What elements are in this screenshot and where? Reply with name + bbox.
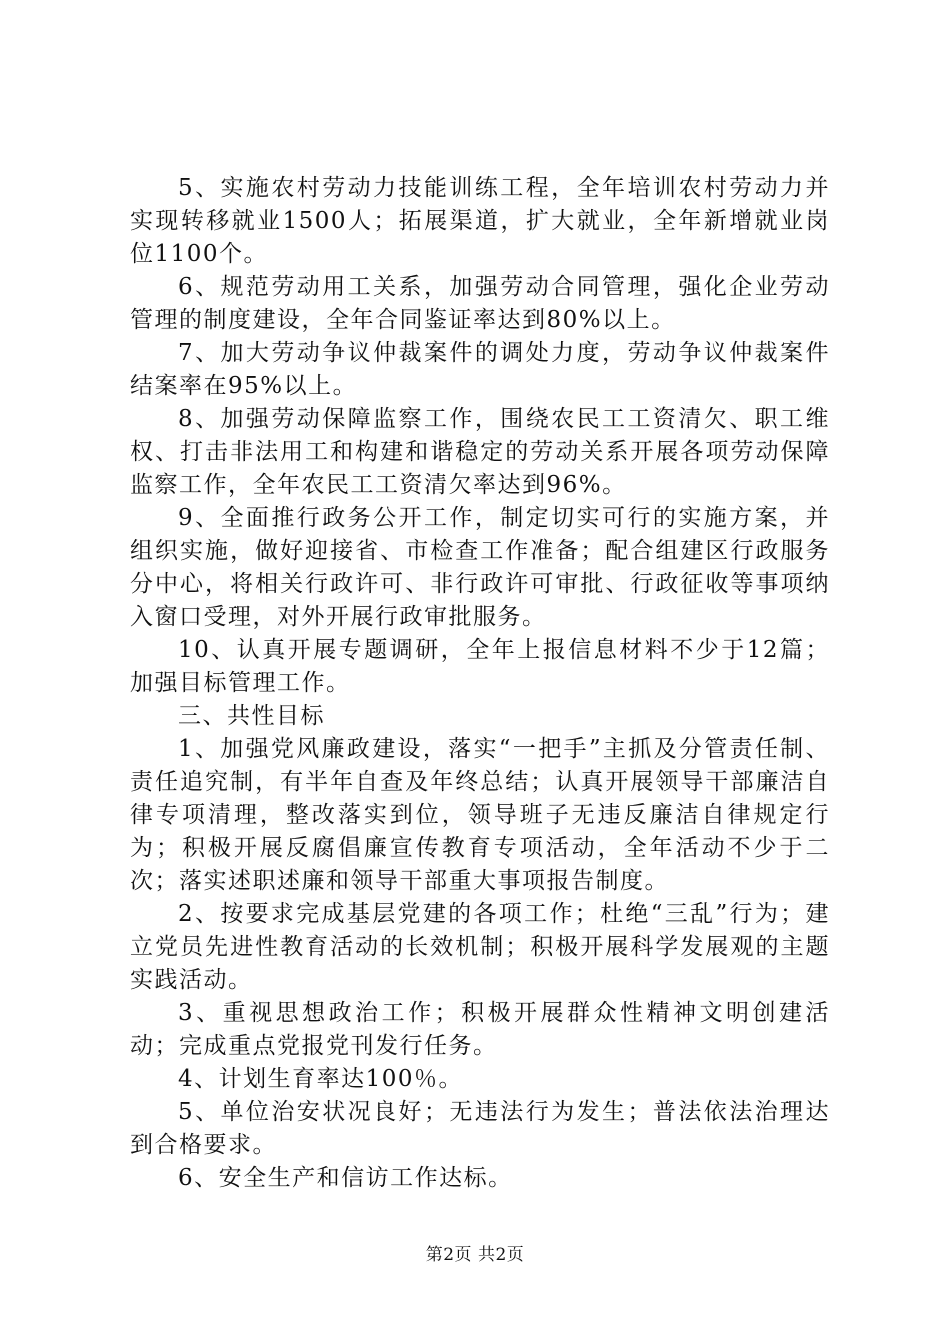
goal-item-4: 4、计划生育率达100％。 [178, 1066, 464, 1092]
goal-item-2: 2、按要求完成基层党建的各项工作；杜绝“三乱”行为；建立党员先进性教育活动的长效机制；积极开展科学发展观的主题实践活动。 [130, 901, 830, 993]
goal-item-5: 5、单位治安状况良好；无违法行为发生；普法依法治理达到合格要求。 [130, 1099, 830, 1158]
goal-item-1: 1、加强党风廉政建设，落实“一把手”主抓及分管责任制、责任追究制，有半年自查及年终总结；认真开展领导干部廉洁自律专项清理，整改落实到位，领导班子无违反廉洁自律规定行为；积极开展反腐倡廉宣传教育专项活动，全年活动不少于二次；落实述职述廉和领导干部重大事项报告制度。 [130, 736, 830, 894]
paragraph-item-7: 7、加大劳动争议仲裁案件的调处力度，劳动争议仲裁案件结案率在95%以上。 [130, 340, 830, 399]
page-footer: 第2页 共2页 [425, 1245, 525, 1265]
paragraph-item-10: 10、认真开展专题调研，全年上报信息材料不少于12篇；加强目标管理工作。 [130, 637, 830, 696]
goal-item-3: 3、重视思想政治工作；积极开展群众性精神文明创建活动；完成重点党报党刊发行任务。 [130, 1000, 830, 1059]
section-heading: 三、共性目标 [178, 703, 325, 729]
goal-item-6: 6、安全生产和信访工作达标。 [178, 1165, 513, 1191]
paragraph-item-6: 6、规范劳动用工关系，加强劳动合同管理，强化企业劳动管理的制度建设，全年合同鉴证率达到80%以上。 [130, 274, 830, 333]
paragraph-item-8: 8、加强劳动保障监察工作，围绕农民工工资清欠、职工维权、打击非法用工和构建和谐稳定的劳动关系开展各项劳动保障监察工作，全年农民工工资清欠率达到96%。 [130, 406, 830, 498]
paragraph-item-5: 5、实施农村劳动力技能训练工程，全年培训农村劳动力并实现转移就业1500人；拓展渠道，扩大就业，全年新增就业岗位1100个。 [130, 175, 830, 267]
document-body [130, 172, 830, 1195]
paragraph-item-9: 9、全面推行政务公开工作，制定切实可行的实施方案，并组织实施，做好迎接省、市检查工作准备；配合组建区行政服务分中心，将相关行政许可、非行政许可审批、行政征收等事项纳入窗口受理，对外开展行政审批服务。 [130, 505, 830, 630]
